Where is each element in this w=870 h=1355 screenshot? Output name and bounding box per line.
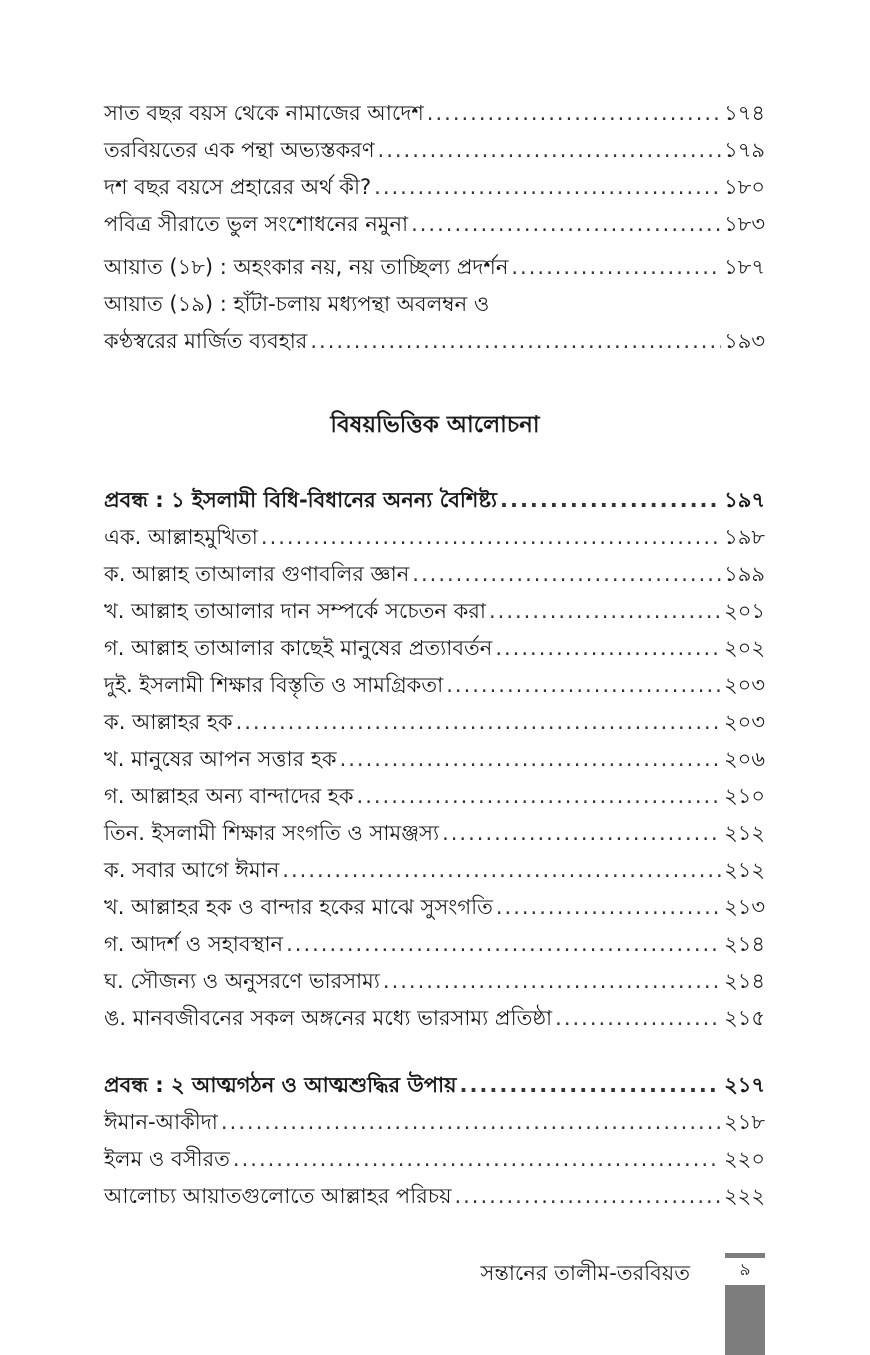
- toc-essay-1: [104, 482, 765, 1037]
- toc-entry[interactable]: [104, 815, 765, 852]
- essay-heading-page: ২১৭: [724, 1073, 765, 1097]
- leader-dots: [340, 741, 721, 778]
- section-heading: বিষয়ভিত্তিক আলোচনা: [330, 412, 540, 438]
- toc-entry-page: ২০৩: [724, 710, 765, 734]
- toc-entry[interactable]: [104, 667, 765, 704]
- toc-entry-title: সাত বছর বয়স থেকে নামাজের আদেশ: [104, 101, 424, 125]
- leader-dots: [221, 1104, 721, 1141]
- toc-entry[interactable]: [104, 519, 765, 556]
- footer-tab-bar: [725, 1285, 765, 1355]
- footer-rule: [725, 1253, 765, 1258]
- essay-heading-title: প্রবন্ধ : ২ আত্মগঠন ও আত্মশুদ্ধির উপায়: [104, 1073, 457, 1097]
- toc-entry-first-line[interactable]: [104, 286, 765, 323]
- toc-entry-page: ২১০: [724, 784, 765, 808]
- toc-entry-title: গ. আল্লাহ তাআলার কাছেই মানুষের প্রত্যাবর্তন: [104, 636, 493, 660]
- toc-entry-title: কণ্ঠস্বরের মার্জিত ব্যবহার: [104, 329, 308, 353]
- toc-entry[interactable]: [104, 206, 765, 243]
- toc-entry-title: ঙ. মানবজীবনের সকল অঙ্গনের মধ্যে ভারসাম্য প্রতিষ্ঠা: [104, 1006, 553, 1030]
- leader-dots: [310, 323, 721, 360]
- toc-entry-title: তিন. ইসলামী শিক্ষার সংগতি ও সামঞ্জস্য: [104, 821, 440, 845]
- toc-entry-page: ২২০: [724, 1147, 765, 1171]
- leader-dots: [496, 889, 721, 926]
- toc-entry-page: ১৮৭: [724, 255, 765, 279]
- toc-entry-page: ২১২: [724, 821, 765, 845]
- toc-entry[interactable]: [104, 95, 765, 132]
- toc-entry-title: দুই. ইসলামী শিক্ষার বিস্তৃতি ও সামগ্রিকতা: [104, 673, 444, 697]
- toc-entry-title: ক. সবার আগে ঈমান: [104, 858, 280, 882]
- toc-entry[interactable]: [104, 249, 765, 286]
- essay-heading-page: ১৯৭: [724, 488, 765, 512]
- toc-entry-title: আয়াত (১৮) : অহংকার নয়, নয় তাচ্ছিল্য প্রদর্শন: [104, 255, 509, 279]
- leader-dots: [374, 169, 721, 206]
- toc-entry[interactable]: [104, 778, 765, 815]
- toc-entry-page: ২১২: [724, 858, 765, 882]
- toc-entry-page: ২০২: [724, 636, 765, 660]
- leader-dots: [500, 482, 721, 519]
- toc-entry-page: ১৯৮: [724, 525, 765, 549]
- leader-dots: [489, 593, 721, 630]
- toc-entry-title: দশ বছর বয়সে প্রহারের অর্থ কী?: [104, 175, 372, 199]
- running-footer-book-title: সন্তানের তালীম-তরবিয়ত: [480, 1261, 690, 1285]
- toc-entry-title: পবিত্র সীরাতে ভুল সংশোধনের নমুনা: [104, 212, 409, 236]
- toc-entry-page: ২০৬: [724, 747, 765, 771]
- toc-entry[interactable]: [104, 323, 765, 360]
- leader-dots: [555, 1000, 721, 1037]
- toc-entry-page: ১৮৩: [724, 212, 765, 236]
- toc-entry[interactable]: [104, 169, 765, 206]
- toc-entry[interactable]: [104, 1178, 765, 1215]
- toc-entry-title: আলোচ্য আয়াতগুলোতে আল্লাহর পরিচয়: [104, 1184, 452, 1208]
- leader-dots: [442, 815, 721, 852]
- toc-entry-title: ক. আল্লাহর হক: [104, 710, 233, 734]
- leader-dots: [236, 704, 721, 741]
- toc-entry-page: ২০৩: [724, 673, 765, 697]
- toc-entry-title: খ. আল্লাহর হক ও বান্দার হকের মাঝে সুসংগতি: [104, 895, 493, 919]
- toc-essay-2: [104, 1067, 765, 1215]
- toc-entry[interactable]: [104, 1141, 765, 1178]
- toc-entry-page: ২১৫: [724, 1006, 765, 1030]
- toc-entry-page: ১৮০: [724, 175, 765, 199]
- leader-dots: [511, 249, 721, 286]
- toc-entry[interactable]: [104, 704, 765, 741]
- toc-entry[interactable]: [104, 852, 765, 889]
- toc-entry[interactable]: [104, 926, 765, 963]
- toc-entry-title: ইলম ও বসীরত: [104, 1147, 230, 1171]
- toc-entry-title: এক. আল্লাহমুখিতা: [104, 525, 258, 549]
- leader-dots: [261, 519, 721, 556]
- toc-entry-title: তরবিয়তের এক পন্থা অভ্যস্তকরণ: [104, 138, 375, 162]
- essay-heading-title: প্রবন্ধ : ১ ইসলামী বিধি-বিধানের অনন্য বৈশিষ্ট্য: [104, 488, 497, 512]
- toc-entry-title: ঘ. সৌজন্য ও অনুসরণে ভারসাম্য: [104, 969, 380, 993]
- leader-dots: [412, 556, 721, 593]
- leader-dots: [233, 1141, 721, 1178]
- toc-entry-title: ক. আল্লাহ তাআলার গুণাবলির জ্ঞান: [104, 562, 410, 586]
- toc-entry-title-line1: আয়াত (১৯) : হাঁটা-চলায় মধ্যপন্থা অবলম্বন ও: [104, 292, 490, 316]
- toc-entry-page: ২২২: [724, 1184, 765, 1208]
- leader-dots: [454, 1178, 721, 1215]
- toc-entry-page: ১৯৩: [724, 329, 765, 353]
- toc-entry-page: ১৭৯: [724, 138, 765, 162]
- toc-entry[interactable]: [104, 741, 765, 778]
- toc-entry-title: গ. আল্লাহর অন্য বান্দাদের হক: [104, 784, 354, 808]
- leader-dots: [286, 926, 721, 963]
- toc-entry-title: খ. মানুষের আপন সত্তার হক: [104, 747, 337, 771]
- leader-dots: [357, 778, 722, 815]
- leader-dots: [495, 630, 721, 667]
- toc-entry[interactable]: [104, 630, 765, 667]
- page-number: ৯: [739, 1260, 751, 1280]
- leader-dots: [427, 95, 721, 132]
- leader-dots: [282, 852, 721, 889]
- toc-entry[interactable]: [104, 1104, 765, 1141]
- toc-top: [104, 95, 765, 360]
- leader-dots: [446, 667, 721, 704]
- toc-entry-page: ২১৪: [724, 969, 765, 993]
- toc-entry-title: ঈমান-আকীদা: [104, 1110, 218, 1134]
- toc-entry[interactable]: [104, 963, 765, 1000]
- toc-entry-title: খ. আল্লাহ তাআলার দান সম্পর্কে সচেতন করা: [104, 599, 486, 623]
- essay-heading[interactable]: [104, 1067, 765, 1104]
- toc-entry-page: ২০১: [724, 599, 765, 623]
- leader-dots: [378, 132, 722, 169]
- essay-heading[interactable]: [104, 482, 765, 519]
- toc-entry-page: ১৭৪: [724, 101, 765, 125]
- toc-entry-page: ২১৮: [724, 1110, 765, 1134]
- toc-entry-page: ১৯৯: [724, 562, 765, 586]
- toc-entry-title: গ. আদর্শ ও সহাবস্থান: [104, 932, 284, 956]
- toc-entry[interactable]: [104, 132, 765, 169]
- leader-dots: [383, 963, 721, 1000]
- toc-entry[interactable]: [104, 1000, 765, 1037]
- leader-dots: [459, 1067, 721, 1104]
- toc-entry-page: ২১৩: [724, 895, 765, 919]
- toc-entry-page: ২১৪: [724, 932, 765, 956]
- toc-entry[interactable]: [104, 889, 765, 926]
- toc-entry[interactable]: [104, 593, 765, 630]
- toc-entry[interactable]: [104, 556, 765, 593]
- leader-dots: [411, 206, 721, 243]
